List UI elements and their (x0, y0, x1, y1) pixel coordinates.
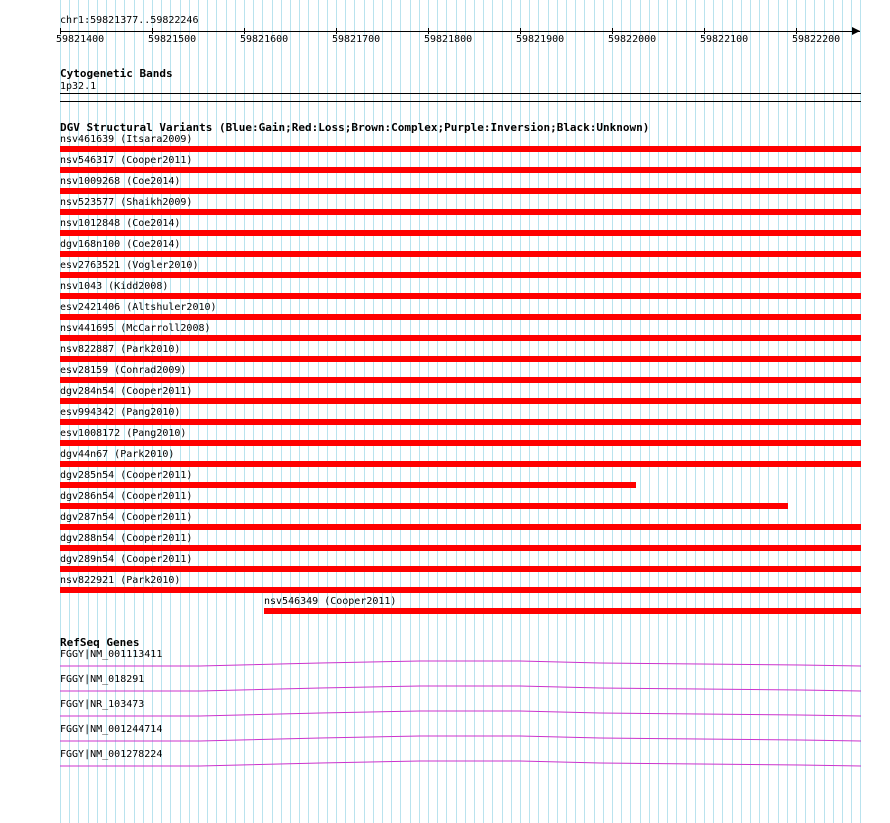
ruler-tick-label: 59821900 (516, 34, 565, 45)
variant-bar[interactable] (60, 314, 861, 320)
variant-bar[interactable] (60, 545, 861, 551)
gene-model[interactable] (0, 755, 890, 769)
variant-bar[interactable] (60, 524, 861, 530)
variant-label[interactable]: nsv441695 (McCarroll2008) (60, 323, 211, 334)
ruler-tick-label: 59822000 (608, 34, 657, 45)
variant-bar[interactable] (60, 230, 861, 236)
variant-label[interactable]: dgv288n54 (Cooper2011) (60, 533, 193, 544)
variant-label[interactable]: dgv287n54 (Cooper2011) (60, 512, 193, 523)
ruler-tick-label: 59821800 (424, 34, 473, 45)
variant-bar[interactable] (60, 272, 861, 278)
variant-bar[interactable] (60, 398, 861, 404)
variant-label[interactable]: nsv546317 (Cooper2011) (60, 155, 193, 166)
variant-label[interactable]: esv1008172 (Pang2010) (60, 428, 187, 439)
variant-bar[interactable] (60, 293, 861, 299)
cytoband-line (60, 101, 861, 102)
gene-model[interactable] (0, 705, 890, 719)
gene-model[interactable] (0, 655, 890, 669)
variant-label[interactable]: nsv1012848 (Coe2014) (60, 218, 181, 229)
ruler-tick-label: 59821500 (148, 34, 197, 45)
ruler-tick-label: 59822200 (792, 34, 841, 45)
variant-bar[interactable] (60, 587, 861, 593)
variant-bar[interactable] (60, 503, 788, 509)
gene-label[interactable]: FGGY|NR_103473 (60, 699, 145, 710)
variant-bar[interactable] (60, 356, 861, 362)
variant-bar[interactable] (264, 608, 861, 614)
gene-model[interactable] (0, 680, 890, 694)
variant-bar[interactable] (60, 188, 861, 194)
variant-bar[interactable] (60, 209, 861, 215)
variant-label[interactable]: esv2421406 (Altshuler2010) (60, 302, 217, 313)
variant-label[interactable]: nsv1043 (Kidd2008) (60, 281, 169, 292)
cytoband-track-title[interactable]: Cytogenetic Bands (60, 67, 173, 80)
variant-bar[interactable] (60, 440, 861, 446)
variant-label[interactable]: dgv289n54 (Cooper2011) (60, 554, 193, 565)
ruler-arrow-icon (852, 27, 860, 35)
variant-bar[interactable] (60, 461, 861, 467)
variant-label[interactable]: esv2763521 (Vogler2010) (60, 260, 199, 271)
ruler-axis (60, 31, 860, 32)
variant-label[interactable]: nsv822921 (Park2010) (60, 575, 181, 586)
variant-label[interactable]: dgv286n54 (Cooper2011) (60, 491, 193, 502)
variant-label[interactable]: dgv44n67 (Park2010) (60, 449, 175, 460)
variant-label[interactable]: nsv822887 (Park2010) (60, 344, 181, 355)
ruler-tick-label: 59821600 (240, 34, 289, 45)
variant-label[interactable]: dgv285n54 (Cooper2011) (60, 470, 193, 481)
variant-bar[interactable] (60, 251, 861, 257)
ruler-tick-label: 59822100 (700, 34, 749, 45)
variant-bar[interactable] (60, 146, 861, 152)
region-label: chr1:59821377..59822246 (60, 15, 199, 26)
gene-label[interactable]: FGGY|NM_001278224 (60, 749, 163, 760)
gene-label[interactable]: FGGY|NM_018291 (60, 674, 145, 685)
gene-label[interactable]: FGGY|NM_001113411 (60, 649, 163, 660)
gene-model[interactable] (0, 730, 890, 744)
variant-label[interactable]: nsv1009268 (Coe2014) (60, 176, 181, 187)
dgv-track-title[interactable]: DGV Structural Variants (Blue:Gain;Red:Loss;Brown:Complex;Purple:Inversion;Black:Unknown) (60, 121, 650, 134)
variant-label[interactable]: esv994342 (Pang2010) (60, 407, 181, 418)
variant-label[interactable]: dgv168n100 (Coe2014) (60, 239, 181, 250)
gene-label[interactable]: FGGY|NM_001244714 (60, 724, 163, 735)
variant-label[interactable]: nsv523577 (Shaikh2009) (60, 197, 193, 208)
variant-bar[interactable] (60, 566, 861, 572)
variant-label[interactable]: esv28159 (Conrad2009) (60, 365, 187, 376)
variant-bar[interactable] (60, 377, 861, 383)
ruler-tick-label: 59821400 (56, 34, 105, 45)
variant-label[interactable]: nsv461639 (Itsara2009) (60, 134, 193, 145)
variant-bar[interactable] (60, 335, 861, 341)
variant-label[interactable]: nsv546349 (Cooper2011) (264, 596, 397, 607)
cytoband-line (60, 93, 861, 94)
cytoband-label: 1p32.1 (60, 81, 97, 92)
ruler-tick-label: 59821700 (332, 34, 381, 45)
refseq-track-title[interactable]: RefSeq Genes (60, 636, 140, 649)
variant-bar[interactable] (60, 482, 636, 488)
variant-label[interactable]: dgv284n54 (Cooper2011) (60, 386, 193, 397)
variant-bar[interactable] (60, 419, 861, 425)
variant-bar[interactable] (60, 167, 861, 173)
